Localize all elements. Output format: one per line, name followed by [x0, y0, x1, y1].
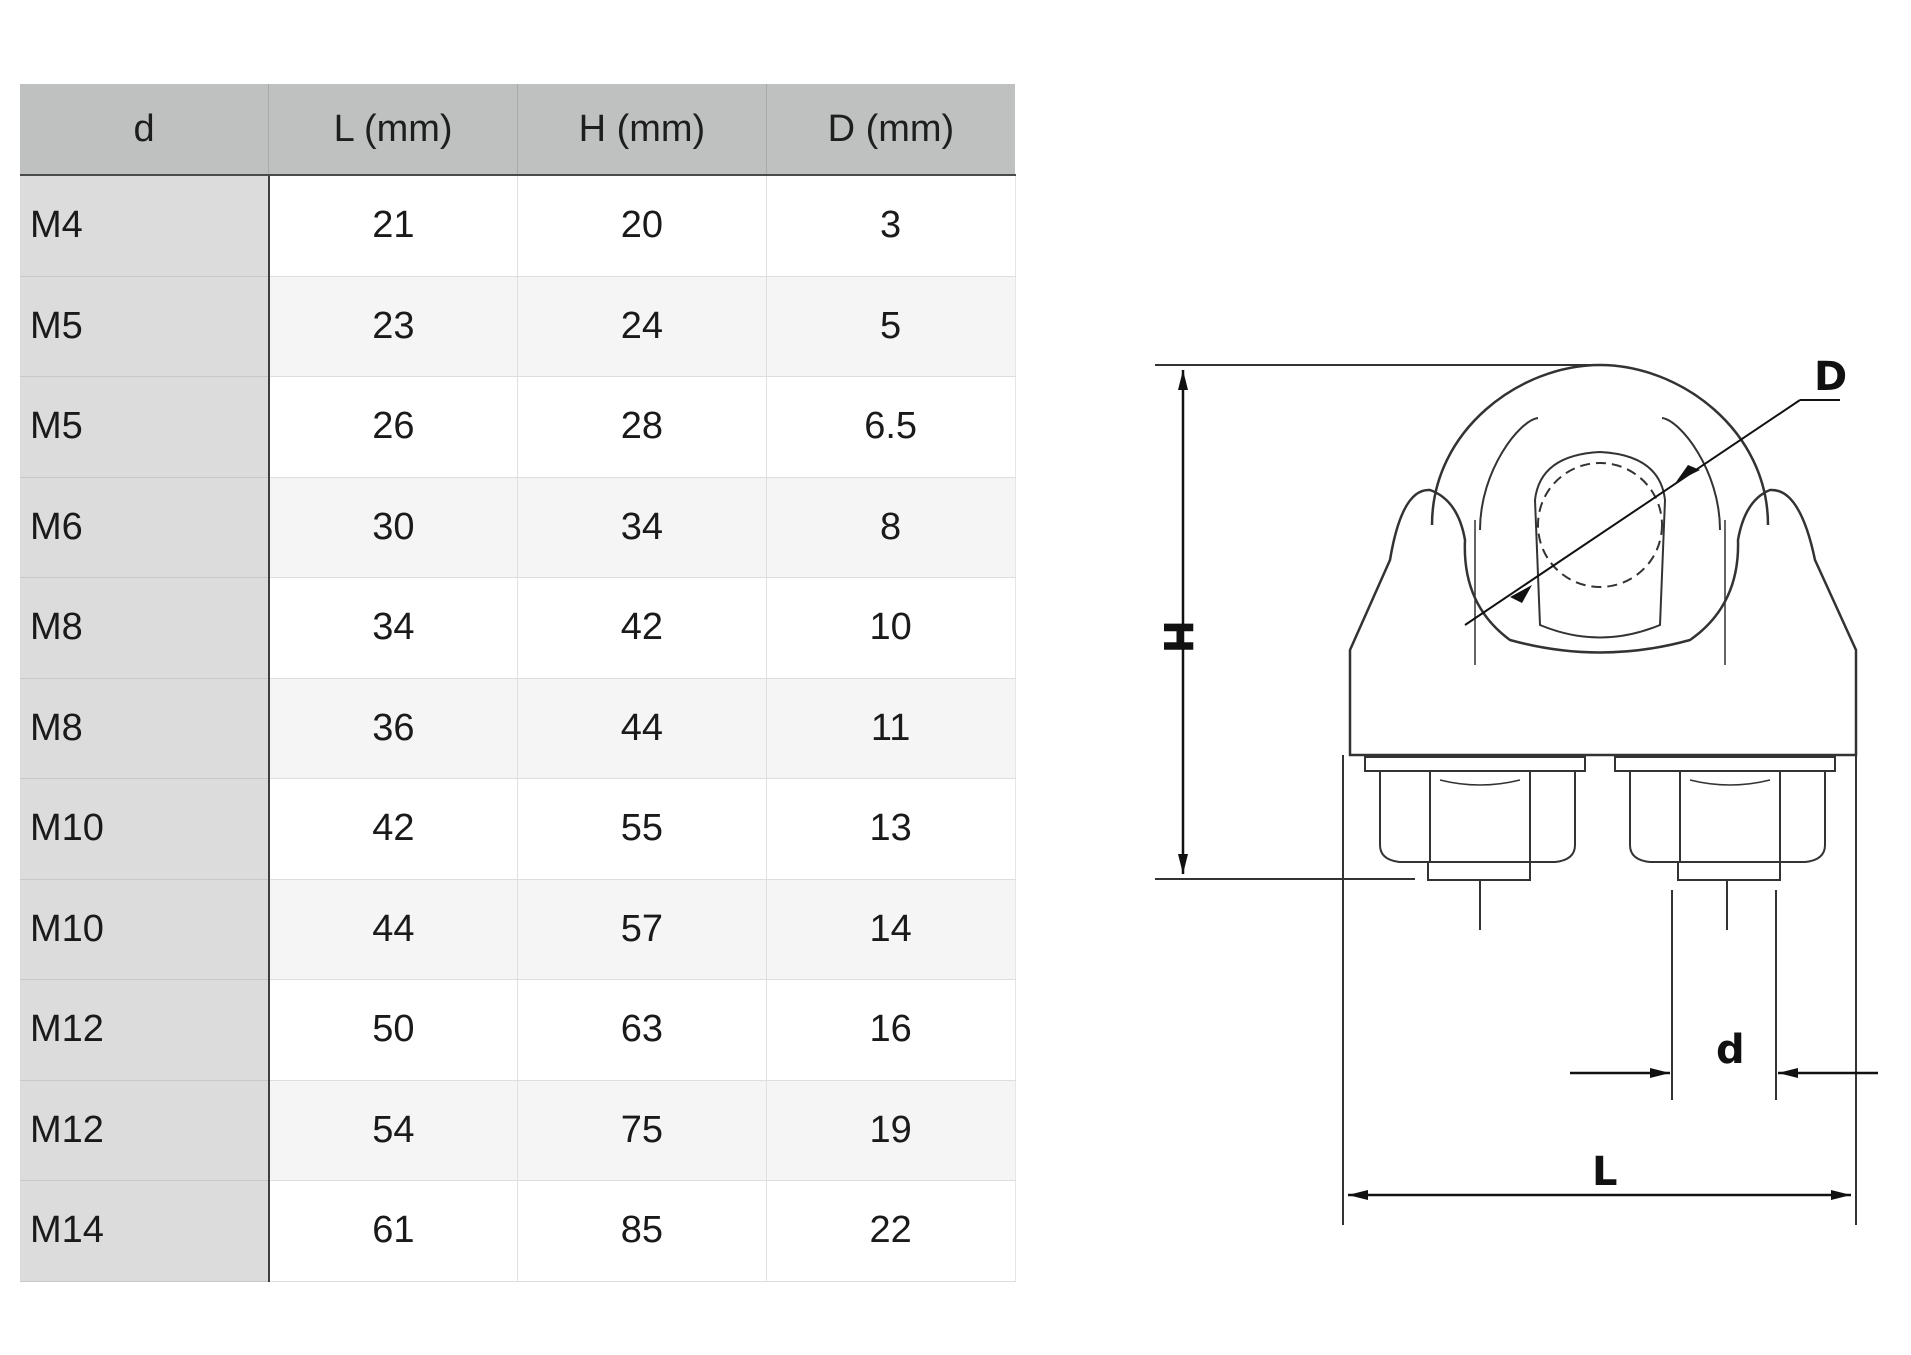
- table-row: [20, 1080, 1015, 1181]
- cell-d: 10: [766, 578, 1015, 679]
- cell-thread: M5: [20, 377, 269, 478]
- header-h: H (mm): [518, 84, 767, 175]
- header-d: d: [20, 84, 269, 175]
- cell-thread: M12: [20, 980, 269, 1081]
- table-row: [20, 175, 1015, 276]
- cell-thread: M10: [20, 879, 269, 980]
- cell-h: 20: [518, 175, 767, 276]
- cell-d: 3: [766, 175, 1015, 276]
- cell-h: 75: [518, 1080, 767, 1181]
- cell-d: 13: [766, 779, 1015, 880]
- cell-d: 19: [766, 1080, 1015, 1181]
- label-l: L: [1592, 1149, 1618, 1195]
- cell-l: 61: [269, 1181, 518, 1282]
- label-d: d: [1716, 1027, 1745, 1073]
- cell-h: 42: [518, 578, 767, 679]
- label-dd: D: [1814, 354, 1848, 400]
- cell-thread: M14: [20, 1181, 269, 1282]
- cell-h: 44: [518, 678, 767, 779]
- table-row: [20, 879, 1015, 980]
- cell-l: 30: [269, 477, 518, 578]
- cell-thread: M10: [20, 779, 269, 880]
- spec-table: [20, 84, 1016, 1282]
- cell-h: 24: [518, 276, 767, 377]
- table-row: [20, 578, 1015, 679]
- cell-h: 85: [518, 1181, 767, 1282]
- table-row: [20, 276, 1015, 377]
- cell-h: 57: [518, 879, 767, 980]
- cell-thread: M12: [20, 1080, 269, 1181]
- cell-l: 21: [269, 175, 518, 276]
- clip-drawing: [1100, 330, 1900, 1260]
- cell-l: 26: [269, 377, 518, 478]
- cell-thread: M8: [20, 678, 269, 779]
- d-arrow-high: [1676, 465, 1700, 482]
- cell-l: 50: [269, 980, 518, 1081]
- cell-h: 34: [518, 477, 767, 578]
- cell-d: 8: [766, 477, 1015, 578]
- cell-d: 22: [766, 1181, 1015, 1282]
- wire-rope-clip-diagram: [1100, 330, 1900, 1260]
- table-row: [20, 377, 1015, 478]
- cell-l: 23: [269, 276, 518, 377]
- table-row: [20, 1181, 1015, 1282]
- cell-l: 44: [269, 879, 518, 980]
- table-row: [20, 678, 1015, 779]
- cell-d: 6.5: [766, 377, 1015, 478]
- header-l: L (mm): [269, 84, 518, 175]
- table-header: [20, 84, 1015, 175]
- cell-l: 36: [269, 678, 518, 779]
- cell-h: 55: [518, 779, 767, 880]
- table-row: [20, 477, 1015, 578]
- cell-l: 42: [269, 779, 518, 880]
- cell-h: 63: [518, 980, 767, 1081]
- cell-h: 28: [518, 377, 767, 478]
- cell-thread: M4: [20, 175, 269, 276]
- cell-d: 14: [766, 879, 1015, 980]
- table-body: [20, 175, 1015, 1281]
- cell-d: 11: [766, 678, 1015, 779]
- cell-l: 54: [269, 1080, 518, 1181]
- header-dd: D (mm): [766, 84, 1015, 175]
- cell-thread: M8: [20, 578, 269, 679]
- table-row: [20, 980, 1015, 1081]
- cell-thread: M5: [20, 276, 269, 377]
- table-row: [20, 779, 1015, 880]
- label-h: H: [1154, 620, 1200, 654]
- cell-l: 34: [269, 578, 518, 679]
- clip-body: [1350, 365, 1856, 930]
- cell-thread: M6: [20, 477, 269, 578]
- cell-d: 5: [766, 276, 1015, 377]
- header-row: [20, 84, 1015, 175]
- cell-d: 16: [766, 980, 1015, 1081]
